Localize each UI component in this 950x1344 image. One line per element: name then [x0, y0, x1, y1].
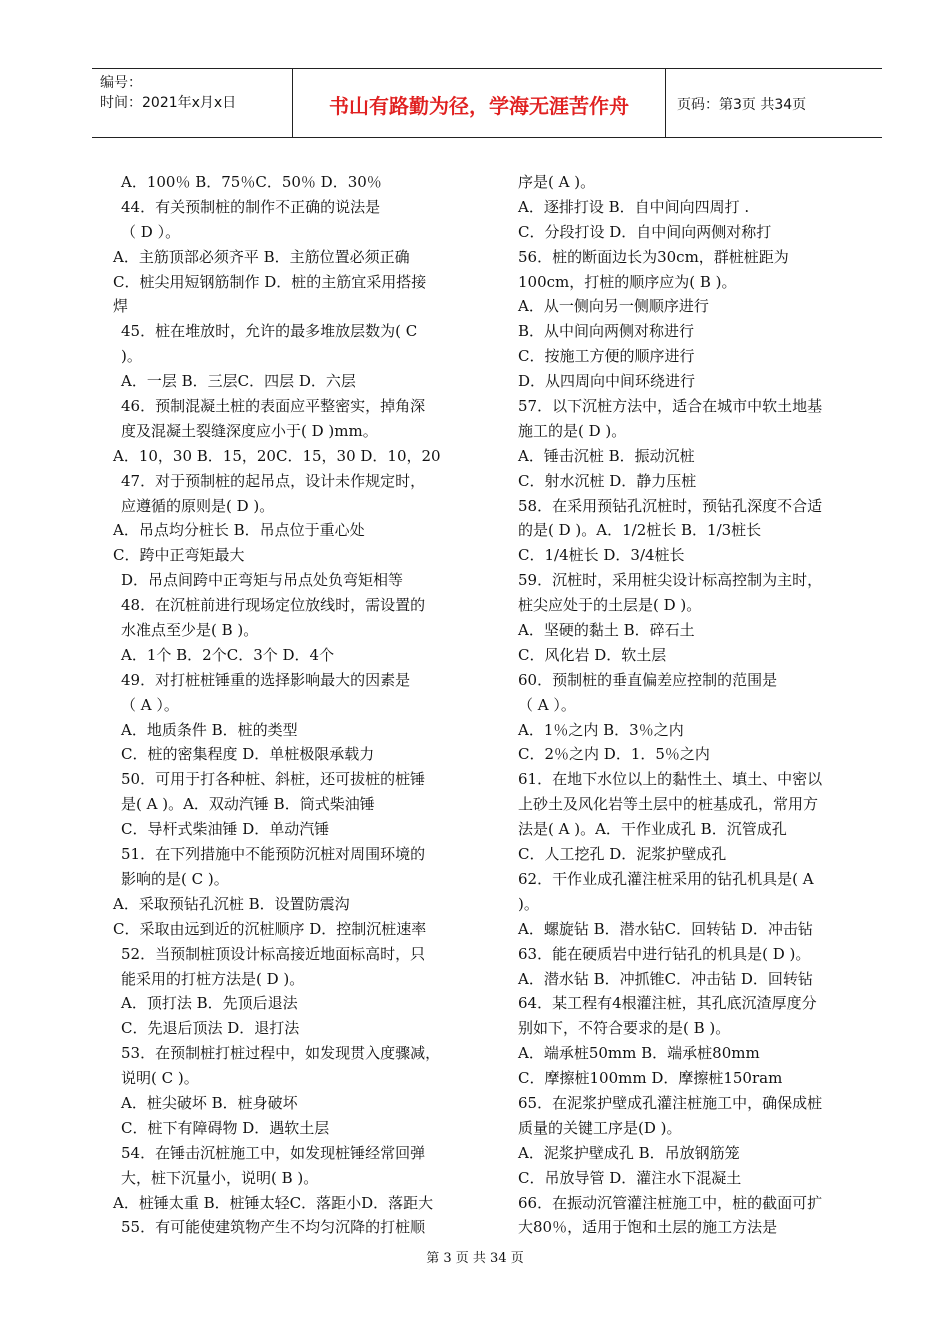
text-line: 44．有关预制桩的制作不正确的说法是 [121, 197, 381, 216]
text-line: 55．有可能使建筑物产生不均匀沉降的打桩顺 [121, 1218, 426, 1237]
text-line: C．风化岩 D．软土层 [518, 645, 667, 664]
text-line: 的是( D )。A．1/2桩长 B．1/3桩长 [518, 521, 762, 540]
text-line: C．2％之内 D．1．5％之内 [518, 745, 710, 764]
text-line: 60．预制桩的垂直偏差应控制的范围是 [518, 670, 778, 689]
text-line: )。 [121, 347, 142, 366]
header-motto: 书山有路勤为径，学海无涯苦作舟 [329, 94, 629, 118]
header-motto-cell [292, 69, 666, 137]
text-line: C．桩的密集程度 D．单桩极限承载力 [121, 745, 375, 764]
text-line: A．逐排打设 B．自中间向四周打 . [518, 197, 750, 216]
text-line: C．跨中正弯矩最大 [113, 546, 245, 565]
text-line: 58．在采用预钻孔沉桩时，预钻孔深度不合适 [518, 496, 823, 515]
text-line: A．顶打法 B．先顶后退法 [121, 994, 298, 1013]
text-line: A．从一侧向另一侧顺序进行 [518, 297, 709, 316]
text-line: C．吊放导管 D．灌注水下混凝土 [518, 1168, 742, 1187]
text-line: 大80％，适用于饱和土层的施工方法是 [518, 1218, 778, 1237]
text-line: )。 [518, 894, 539, 913]
text-line: C．分段打设 D．自中间向两侧对称打 [518, 222, 772, 241]
text-line: 53．在预制桩打桩过程中，如发现贯入度骤减， [121, 1044, 441, 1063]
text-line: C．桩尖用短钢筋制作 D．桩的主筋宜采用搭接 [113, 272, 427, 291]
text-line: 61．在地下水位以上的黏性土、填土、中密以 [518, 770, 823, 789]
text-line: 57．以下沉桩方法中，适合在城市中软土地基 [518, 397, 823, 416]
text-line: 51．在下列措施中不能预防沉桩对周围环境的 [121, 845, 426, 864]
text-line: 45．桩在堆放时，允许的最多堆放层数为( C [121, 322, 418, 341]
text-line: A．采取预钻孔沉桩 B．设置防震沟 [113, 894, 350, 913]
text-line: C．导杆式柴油锤 D．单动汽锤 [121, 820, 330, 839]
text-line: 应遵循的原则是( D )。 [121, 496, 275, 515]
text-line: 52．当预制桩顶设计标高接近地面标高时，只 [121, 944, 426, 963]
text-line: A．桩尖破坏 B．桩身破坏 [121, 1093, 298, 1112]
right-question-column [510, 170, 855, 1240]
text-line: 63．能在硬质岩中进行钻孔的机具是( D )。 [518, 944, 811, 963]
text-line: （ D ）。 [121, 222, 181, 241]
page-footer: 第 3 页 共 34 页 [426, 1251, 524, 1266]
text-line: C．采取由远到近的沉桩顺序 D．控制沉桩速率 [113, 919, 427, 938]
text-line: 焊 [113, 297, 129, 316]
document-number-label: 编号： [100, 75, 142, 91]
text-line: C．人工挖孔 D．泥浆护壁成孔 [518, 845, 727, 864]
text-line: 64．某工程有4根灌注桩，其孔底沉渣厚度分 [518, 994, 817, 1013]
text-line: D．吊点间跨中正弯矩与吊点处负弯矩相等 [121, 571, 404, 590]
text-line: A．坚硬的黏土 B．碎石土 [518, 621, 695, 640]
text-line: A．泥浆护壁成孔 B．吊放钢筋笼 [518, 1143, 740, 1162]
text-line: 上砂土及风化岩等土层中的桩基成孔，常用方 [518, 795, 819, 814]
header-info-cell [92, 69, 292, 137]
text-line: 49．对打桩桩锤重的选择影响最大的因素是 [121, 670, 411, 689]
text-line: （ A ）。 [518, 695, 576, 714]
text-line: A．地质条件 B．桩的类型 [121, 720, 298, 739]
text-line: A．主筋顶部必须齐平 B．主筋位置必须正确 [113, 247, 410, 266]
text-line: A．一层 B．三层C．四层 D．六层 [121, 372, 356, 391]
text-line: 度及混凝土裂缝深度应小于( D )mm。 [121, 421, 378, 440]
document-time-label: 时间：2021年x月x日 [100, 95, 237, 111]
text-line: 是( A )。A．双动汽锤 B．筒式柴油锤 [121, 795, 375, 814]
text-line: 56．桩的断面边长为30cm，群桩桩距为 [518, 247, 789, 266]
text-line: 能采用的打桩方法是( D )。 [121, 969, 305, 988]
text-line: 48．在沉桩前进行现场定位放线时，需设置的 [121, 596, 426, 615]
text-line: 54．在锤击沉桩施工中，如发现桩锤经常回弹 [121, 1143, 426, 1162]
text-line: C．摩擦桩100mm D．摩擦桩150ram [518, 1069, 783, 1088]
text-line: （ A ）。 [121, 695, 179, 714]
text-line: 47．对于预制桩的起吊点，设计未作规定时， [121, 471, 426, 490]
text-line: 66．在振动沉管灌注桩施工中，桩的截面可扩 [518, 1193, 823, 1212]
text-line: 质量的关键工序是(D )。 [518, 1118, 682, 1137]
text-line: 水准点至少是( B )。 [121, 621, 259, 640]
text-line: 说明( C )。 [121, 1069, 199, 1088]
text-line: A．1个 B．2个C．3个 D．4个 [121, 645, 335, 664]
text-line: B．从中间向两侧对称进行 [518, 322, 695, 341]
text-line: A．1％之内 B．3％之内 [518, 720, 684, 739]
header-page-cell [665, 69, 882, 137]
text-line: A．10，30 B．15，20C．15，30 D．10，20 [113, 446, 441, 465]
left-question-column [113, 170, 473, 1240]
text-line: A．螺旋钻 B．潜水钻C．回转钻 D．冲击钻 [518, 919, 813, 938]
text-line: 施工的是( D )。 [518, 421, 627, 440]
text-line: 桩尖应处于的土层是( D )。 [518, 596, 702, 615]
text-line: C．先退后顶法 D．退打法 [121, 1019, 300, 1038]
text-line: 法是( A )。A．干作业成孔 B．沉管成孔 [518, 820, 787, 839]
text-line: A．100％ B．75％C．50％ D．30％ [121, 173, 382, 191]
text-line: C．射水沉桩 D．静力压桩 [518, 471, 697, 490]
text-line: C．1/4桩长 D．3/4桩长 [518, 546, 685, 565]
page-header [92, 68, 882, 138]
text-line: 59．沉桩时，采用桩尖设计标高控制为主时， [518, 571, 823, 590]
text-line: A．桩锤太重 B．桩锤太轻C．落距小D．落距大 [113, 1193, 434, 1212]
text-line: A．端承桩50mm B．端承桩80mm [518, 1044, 760, 1063]
text-line: 46．预制混凝土桩的表面应平整密实，掉角深 [121, 397, 426, 416]
text-line: 序是( A )。 [518, 173, 596, 191]
text-line: 65．在泥浆护壁成孔灌注桩施工中，确保成桩 [518, 1093, 823, 1112]
text-line: 大，桩下沉量小，说明( B )。 [121, 1168, 319, 1187]
text-line: D．从四周向中间环绕进行 [518, 372, 696, 391]
text-line: 别如下，不符合要求的是( B )。 [518, 1019, 731, 1038]
text-line: 62．干作业成孔灌注桩采用的钻孔机具是( A [518, 869, 814, 888]
header-page-code: 页码：第3页 共34页 [677, 97, 807, 113]
text-line: C．按施工方便的顺序进行 [518, 347, 695, 366]
text-line: A．潜水钻 B．冲抓锥C．冲击钻 D．回转钻 [518, 969, 813, 988]
text-line: 影响的是( C )。 [121, 869, 229, 888]
text-line: 100cm，打桩的顺序应为( B )。 [518, 272, 737, 291]
text-line: 50．可用于打各种桩、斜桩，还可拔桩的桩锤 [121, 770, 426, 789]
text-line: A．锤击沉桩 B．振动沉桩 [518, 446, 695, 465]
text-line: A．吊点均分桩长 B．吊点位于重心处 [113, 521, 365, 540]
text-line: C．桩下有障碍物 D．遇软土层 [121, 1118, 330, 1137]
